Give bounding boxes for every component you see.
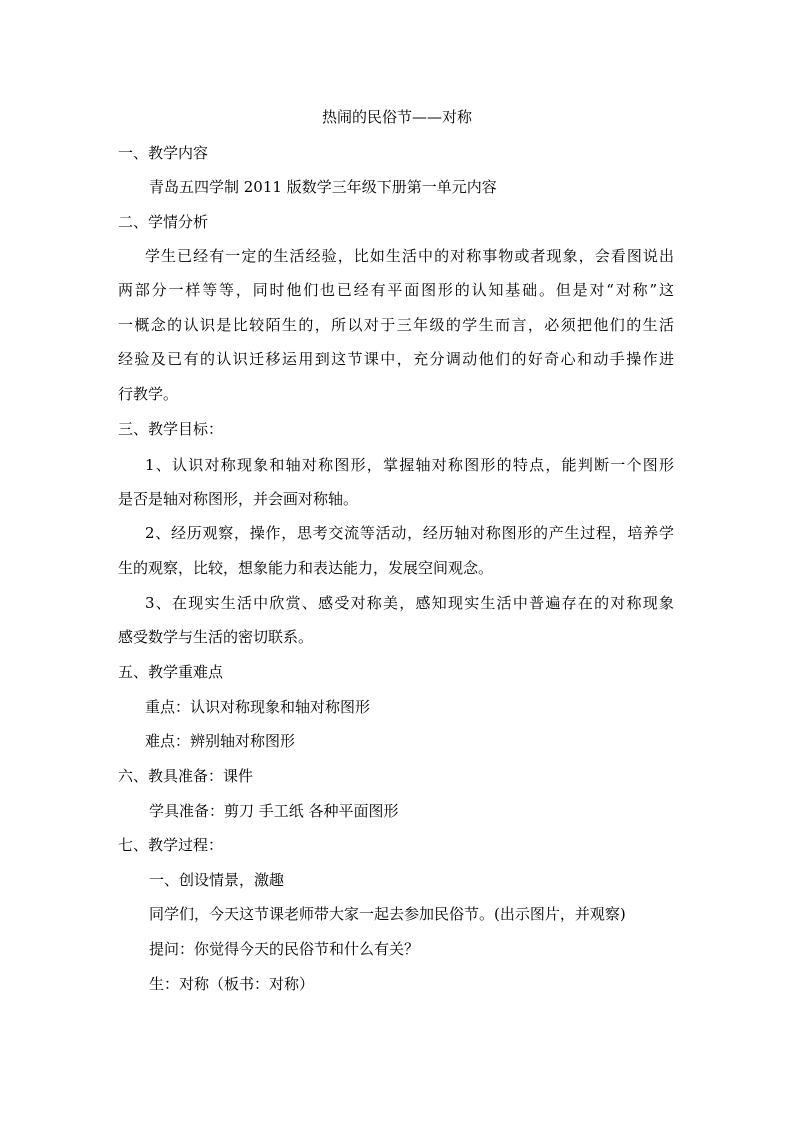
section-heading-materials: 六、教具准备：课件 xyxy=(118,767,254,785)
analysis-line: 两部分一样等等，同时他们也已经有平面图形的认知基础。但是对“对称”这 xyxy=(118,281,674,299)
process-line: 生：对称（板书：对称） xyxy=(149,975,315,993)
goal-line: 3、在现实生活中欣赏、感受对称美，感知现实生活中普遍存在的对称现象 xyxy=(145,594,674,612)
section-heading-key-points: 五、教学重难点 xyxy=(118,663,224,681)
section-heading-process: 七、教学过程： xyxy=(118,836,224,854)
analysis-line: 一概念的认识是比较陌生的，所以对于三年级的学生而言，必须把他们的生活 xyxy=(118,316,674,334)
analysis-line: 行教学。 xyxy=(118,385,179,403)
section-heading-analysis: 二、学情分析 xyxy=(118,213,209,231)
goal-line: 感受数学与生活的密切联系。 xyxy=(118,628,314,646)
document-title: 热闹的民俗节——对称 xyxy=(321,108,472,126)
analysis-line: 学生已经有一定的生活经验，比如生活中的对称事物或者现象，会看图说出 xyxy=(145,247,674,265)
goal-line: 1、认识对称现象和轴对称图形，掌握轴对称图形的特点，能判断一个图形 xyxy=(145,456,674,474)
process-line: 提问：你觉得今天的民俗节和什么有关？ xyxy=(149,940,420,958)
goal-line: 2、经历观察，操作，思考交流等活动，经历轴对称图形的产生过程，培养学 xyxy=(145,524,674,542)
goal-line: 是否是轴对称图形，并会画对称轴。 xyxy=(118,490,359,508)
student-materials: 学具准备：剪刀 手工纸 各种平面图形 xyxy=(149,802,399,820)
section-heading-content: 一、教学内容 xyxy=(118,144,209,162)
section-heading-goals: 三、教学目标： xyxy=(118,420,224,438)
process-line: 同学们，今天这节课老师带大家一起去参加民俗节。(出示图片，并观察) xyxy=(149,905,626,923)
content-text: 青岛五四学制 2011 版数学三年级下册第一单元内容 xyxy=(149,178,497,196)
goal-line: 生的观察，比较，想象能力和表达能力，发展空间观念。 xyxy=(118,559,494,577)
process-step-heading: 一、创设情景，激趣 xyxy=(149,871,285,889)
key-point-difficulty: 难点：辨别轴对称图形 xyxy=(145,732,296,750)
analysis-line: 经验及已有的认识迁移运用到这节课中，充分调动他们的好奇心和动手操作进 xyxy=(118,350,674,368)
key-point-focus: 重点：认识对称现象和轴对称图形 xyxy=(145,698,371,716)
